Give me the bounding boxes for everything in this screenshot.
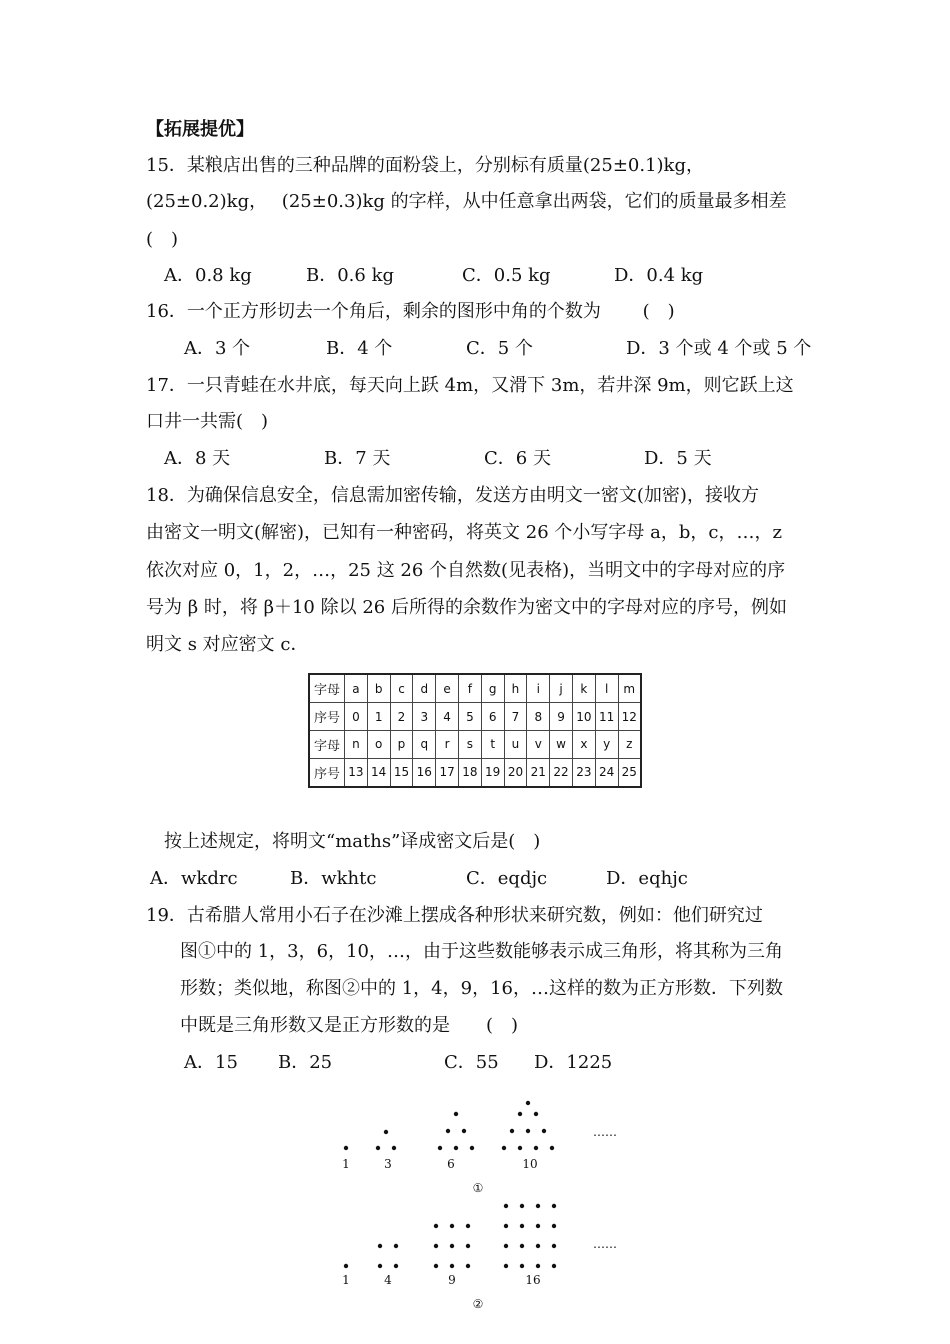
stone-dot xyxy=(520,1264,524,1268)
cipher-cell: 11 xyxy=(595,703,618,731)
stone-dot xyxy=(536,1264,540,1268)
cipher-cell: h xyxy=(504,674,527,703)
q19-line3: 形数；类似地，称图②中的 1，4，9，16，…这样的数为正方形数．下列数 xyxy=(180,978,783,999)
q18-line4: 号为 β 时，将 β＋10 除以 26 后所得的余数作为密文中的字母对应的序号，例如 xyxy=(146,597,787,618)
section-title: 【拓展提优】 xyxy=(146,119,254,140)
fig1-label-6: 6 xyxy=(447,1157,455,1171)
cipher-cell: s xyxy=(458,730,481,758)
stone-dot xyxy=(392,1146,396,1150)
cipher-cell: e xyxy=(436,674,459,703)
cipher-cell: w xyxy=(550,730,573,758)
cipher-cell: j xyxy=(550,674,573,703)
q17-option-d: D．5 天 xyxy=(644,448,712,469)
cipher-cell: 14 xyxy=(367,758,390,787)
fig2-label-16: 16 xyxy=(525,1273,541,1287)
cipher-cell: v xyxy=(527,730,550,758)
cipher-cell: 0 xyxy=(345,703,368,731)
cipher-cell: y xyxy=(595,730,618,758)
stone-dot xyxy=(462,1129,466,1133)
stone-dot xyxy=(454,1112,458,1116)
fig2-label-1: 1 xyxy=(342,1273,350,1287)
q15-option-b: B．0.6 kg xyxy=(306,265,395,286)
q18-option-c: C．eqdjc xyxy=(466,868,548,889)
q18-line1: 18．为确保信息安全，信息需加密传输，发送方由明文一密文(加密)，接收方 xyxy=(146,485,759,506)
stone-dot xyxy=(434,1244,438,1248)
cipher-cell: 9 xyxy=(550,703,573,731)
cipher-cell: 24 xyxy=(595,758,618,787)
q18-option-d: D．eqhjc xyxy=(606,868,688,889)
cipher-cell: 10 xyxy=(572,703,595,731)
cipher-cell: 6 xyxy=(481,703,504,731)
q17-line1: 17．一只青蛙在水井底，每天向上跃 4m，又滑下 3m，若井深 9m，则它跃上这 xyxy=(146,375,794,396)
cipher-cell: 13 xyxy=(345,758,368,787)
stone-dot xyxy=(438,1146,442,1150)
cipher-cell: 18 xyxy=(458,758,481,787)
stone-dot xyxy=(552,1244,556,1248)
fig2-label-9: 9 xyxy=(448,1273,456,1287)
cipher-cell: f xyxy=(458,674,481,703)
stone-dot xyxy=(376,1146,380,1150)
fig1-label-1: 1 xyxy=(342,1157,350,1171)
stone-dot xyxy=(446,1129,450,1133)
stone-dot xyxy=(434,1264,438,1268)
stone-dot xyxy=(454,1146,458,1150)
cipher-cell: u xyxy=(504,730,527,758)
q17-option-a: A．8 天 xyxy=(164,448,231,469)
cipher-cell: p xyxy=(390,730,413,758)
stone-dot xyxy=(520,1224,524,1228)
q19-line1: 19．古希腊人常用小石子在沙滩上摆成各种形状来研究数，例如：他们研究过 xyxy=(146,905,763,926)
fig1-label-3: 3 xyxy=(384,1157,392,1171)
cipher-cell: 12 xyxy=(618,703,641,731)
stone-dot xyxy=(520,1204,524,1208)
cipher-cell: n xyxy=(345,730,368,758)
stone-dot xyxy=(450,1224,454,1228)
q19-option-c: C．55 xyxy=(444,1052,499,1073)
cipher-row-letters-2 xyxy=(309,730,641,758)
stone-dot xyxy=(394,1244,398,1248)
stone-dot xyxy=(344,1264,348,1268)
cipher-row-letters-1 xyxy=(309,674,641,703)
cipher-cell: q xyxy=(413,730,436,758)
stone-dot xyxy=(536,1204,540,1208)
stone-dot xyxy=(510,1129,514,1133)
q19-line4: 中既是三角形数又是正方形数的是 ( ) xyxy=(180,1015,519,1036)
cipher-cell: 15 xyxy=(390,758,413,787)
stone-dot xyxy=(504,1224,508,1228)
fig2-label-4: 4 xyxy=(384,1273,392,1287)
stone-dot xyxy=(552,1204,556,1208)
cipher-cell: 3 xyxy=(413,703,436,731)
stone-dot xyxy=(378,1264,382,1268)
q18-line2: 由密文一明文(解密)，已知有一种密码，将英文 26 个小写字母 a，b，c，…，z xyxy=(146,522,782,543)
cipher-cell: k xyxy=(572,674,595,703)
stone-dot xyxy=(534,1146,538,1150)
stone-dot xyxy=(552,1264,556,1268)
cipher-cell: 8 xyxy=(527,703,550,731)
q18-line3: 依次对应 0，1，2，…，25 这 26 个自然数(见表格)，当明文中的字母对应的序 xyxy=(146,560,786,581)
stone-dot xyxy=(550,1146,554,1150)
q15-option-c: C．0.5 kg xyxy=(462,265,551,286)
q18-option-b: B．wkhtc xyxy=(290,868,377,889)
stone-dot xyxy=(518,1112,522,1116)
stone-dot xyxy=(502,1146,506,1150)
cipher-cell: 19 xyxy=(481,758,504,787)
q19-option-d: D．1225 xyxy=(534,1052,613,1073)
stone-dot xyxy=(466,1264,470,1268)
cipher-cell: b xyxy=(367,674,390,703)
cipher-cell: o xyxy=(367,730,390,758)
stone-dot xyxy=(470,1146,474,1150)
q15-line1: 15．某粮店出售的三种品牌的面粉袋上，分别标有质量(25±0.1)kg， xyxy=(146,155,704,176)
cipher-cell: m xyxy=(618,674,641,703)
stone-dot xyxy=(520,1244,524,1248)
cipher-cell: 1 xyxy=(367,703,390,731)
cipher-cell: t xyxy=(481,730,504,758)
stone-dot xyxy=(534,1112,538,1116)
stone-dot xyxy=(450,1264,454,1268)
cipher-cell: x xyxy=(572,730,595,758)
stone-dot xyxy=(378,1244,382,1248)
stone-dot xyxy=(434,1224,438,1228)
cipher-cell: 22 xyxy=(550,758,573,787)
q15-option-d: D．0.4 kg xyxy=(614,265,704,286)
cipher-cell: i xyxy=(527,674,550,703)
fig1-ellipsis: …… xyxy=(593,1125,617,1139)
cipher-cell: 21 xyxy=(527,758,550,787)
stone-dot xyxy=(394,1264,398,1268)
q19-option-a: A．15 xyxy=(184,1052,238,1073)
q16-option-b: B．4 个 xyxy=(326,338,393,359)
stone-dot xyxy=(384,1130,388,1134)
cipher-cell: 23 xyxy=(572,758,595,787)
cipher-cell: z xyxy=(618,730,641,758)
fig2-ellipsis: …… xyxy=(593,1237,617,1251)
q15-option-a: A．0.8 kg xyxy=(164,265,252,286)
stone-dot xyxy=(504,1204,508,1208)
cipher-cell: 20 xyxy=(504,758,527,787)
cipher-cell: a xyxy=(345,674,368,703)
q18-line5: 明文 s 对应密文 c． xyxy=(146,634,309,655)
stone-dot xyxy=(526,1101,530,1105)
stone-dot xyxy=(536,1244,540,1248)
stone-dot xyxy=(344,1146,348,1150)
fig1-caption: ① xyxy=(472,1181,484,1195)
cipher-cell: g xyxy=(481,674,504,703)
q15-line2: (25±0.2)kg， (25±0.3)kg 的字样，从中任意拿出两袋，它们的质量最多相差 xyxy=(146,191,787,212)
stone-dot xyxy=(518,1146,522,1150)
cipher-cell: 25 xyxy=(618,758,641,787)
q18-question: 按上述规定，将明文“maths”译成密文后是( ) xyxy=(164,831,541,852)
cipher-cell: 16 xyxy=(413,758,436,787)
cipher-cell: c xyxy=(390,674,413,703)
cipher-cell: 5 xyxy=(458,703,481,731)
stone-dot xyxy=(552,1224,556,1228)
cipher-cell: l xyxy=(595,674,618,703)
q19-line2: 图①中的 1，3，6，10，…，由于这些数能够表示成三角形，将其称为三角 xyxy=(180,941,783,962)
stone-dot xyxy=(466,1224,470,1228)
stone-dot xyxy=(536,1224,540,1228)
fig2-caption: ② xyxy=(472,1297,484,1311)
cipher-cell: 7 xyxy=(504,703,527,731)
cipher-cell: r xyxy=(436,730,459,758)
cipher-header-cell: 字母 xyxy=(309,730,345,758)
cipher-row-numbers-1 xyxy=(309,703,641,731)
square-numbers-figure xyxy=(330,1200,630,1312)
q19-option-b: B．25 xyxy=(278,1052,333,1073)
q16-option-d: D．3 个或 4 个或 5 个 xyxy=(626,338,812,359)
q15-line3: ( ) xyxy=(146,229,179,250)
stone-dot xyxy=(542,1129,546,1133)
q16-line1: 16．一个正方形切去一个角后，剩余的图形中角的个数为 ( ) xyxy=(146,301,675,322)
q17-line2: 口井一共需( ) xyxy=(146,411,269,432)
q18-option-a: A．wkdrc xyxy=(150,868,238,889)
q17-option-c: C．6 天 xyxy=(484,448,551,469)
cipher-table xyxy=(308,673,642,788)
cipher-row-numbers-2 xyxy=(309,758,641,787)
cipher-header-cell: 序号 xyxy=(309,703,345,731)
q16-option-c: C．5 个 xyxy=(466,338,533,359)
cipher-cell: 4 xyxy=(436,703,459,731)
cipher-header-cell: 字母 xyxy=(309,674,345,703)
q17-option-b: B．7 天 xyxy=(324,448,391,469)
q16-option-a: A．3 个 xyxy=(184,338,251,359)
cipher-cell: 17 xyxy=(436,758,459,787)
cipher-header-cell: 序号 xyxy=(309,758,345,787)
stone-dot xyxy=(504,1244,508,1248)
cipher-cell: 2 xyxy=(390,703,413,731)
triangular-numbers-figure xyxy=(330,1100,630,1198)
stone-dot xyxy=(504,1264,508,1268)
stone-dot xyxy=(450,1244,454,1248)
stone-dot xyxy=(466,1244,470,1248)
fig1-label-10: 10 xyxy=(522,1157,538,1171)
cipher-cell: d xyxy=(413,674,436,703)
stone-dot xyxy=(526,1129,530,1133)
